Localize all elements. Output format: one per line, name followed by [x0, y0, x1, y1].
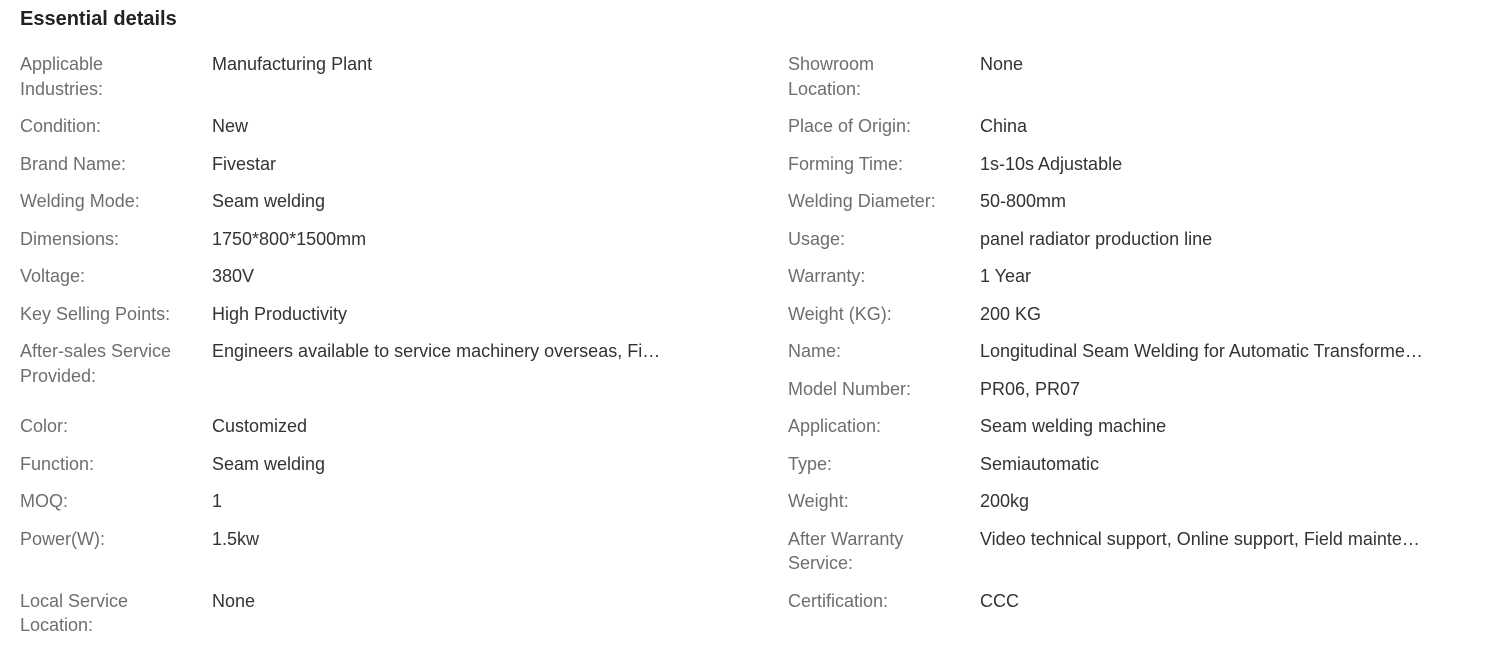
detail-label: Brand Name: — [20, 153, 127, 174]
detail-row-name — [788, 339, 1478, 377]
detail-value: Semiautomatic — [980, 453, 1100, 474]
detail-label: Certification: — [788, 590, 889, 611]
detail-row-application — [788, 414, 1478, 452]
detail-value: Seam welding machine — [980, 416, 1167, 436]
detail-value: PR06, PR07 — [980, 378, 1081, 399]
detail-value: 200kg — [980, 491, 1030, 511]
detail-row-color — [20, 414, 720, 452]
detail-row-moq — [20, 489, 720, 527]
detail-label: Dimensions: — [20, 228, 120, 249]
detail-label: Local Service Location: — [20, 590, 129, 635]
detail-row-dimensions — [20, 227, 720, 265]
detail-row-model-number — [788, 377, 1478, 415]
detail-label: Function: — [20, 453, 95, 474]
detail-row-place-of-origin — [788, 114, 1478, 152]
detail-label: After-sales Service Provided: — [20, 341, 172, 386]
detail-value: 1750*800*1500mm — [212, 228, 367, 249]
detail-row-certification — [788, 589, 1478, 638]
detail-value: Fivestar — [212, 153, 277, 174]
detail-value: Longitudinal Seam Welding for Automatic Transforme… — [980, 341, 1423, 361]
detail-label: Application: — [788, 416, 882, 436]
detail-label: Forming Time: — [788, 153, 904, 174]
detail-value: None — [212, 590, 256, 611]
detail-row-welding-mode — [20, 189, 720, 227]
detail-label: Place of Origin: — [788, 116, 912, 136]
detail-row-weight-kg — [788, 302, 1478, 340]
detail-row-forming-time — [788, 152, 1478, 190]
detail-label: MOQ: — [20, 491, 68, 511]
section-title: Essential details — [20, 8, 177, 30]
detail-value: 200 KG — [980, 303, 1042, 324]
detail-label: Type: — [788, 453, 833, 474]
detail-label: Condition: — [20, 116, 102, 136]
detail-label: Usage: — [788, 228, 846, 249]
detail-row-usage — [788, 227, 1478, 265]
detail-row-function — [20, 452, 720, 490]
detail-value: 1.5kw — [212, 528, 260, 549]
detail-row-voltage — [20, 264, 720, 302]
detail-value: China — [980, 116, 1028, 136]
detail-label: Applicable Industries: — [20, 54, 104, 99]
detail-value: Engineers available to service machinery overseas, Fi… — [212, 341, 661, 361]
detail-value: panel radiator production line — [980, 228, 1213, 249]
detail-label: Name: — [788, 341, 842, 361]
detail-label: Model Number: — [788, 378, 912, 399]
detail-row-welding-diameter — [788, 189, 1478, 227]
detail-row-applicable-industries — [20, 52, 720, 114]
detail-value: Customized — [212, 416, 308, 436]
detail-label: Color: — [20, 416, 69, 436]
detail-value: Manufacturing Plant — [212, 54, 373, 74]
detail-row-weight — [788, 489, 1478, 527]
detail-value: High Productivity — [212, 303, 348, 324]
detail-label: Warranty: — [788, 266, 866, 286]
detail-row-local-service-location — [20, 589, 720, 638]
detail-row-showroom-location — [788, 52, 1478, 114]
details-right-column — [788, 52, 1478, 638]
detail-label: Welding Diameter: — [788, 191, 936, 211]
detail-row-type — [788, 452, 1478, 490]
detail-label: Weight (KG): — [788, 303, 892, 324]
details-left-column — [20, 52, 720, 638]
detail-value: New — [212, 116, 249, 136]
detail-label: Showroom Location: — [788, 54, 875, 99]
detail-value: Seam welding — [212, 191, 326, 211]
detail-label: Weight: — [788, 491, 849, 511]
detail-value: CCC — [980, 590, 1019, 611]
detail-value: 1 — [212, 491, 223, 511]
detail-row-brand-name — [20, 152, 720, 190]
detail-value: 380V — [212, 266, 255, 286]
detail-row-warranty — [788, 264, 1478, 302]
detail-label: After Warranty Service: — [788, 528, 904, 573]
detail-row-power — [20, 527, 720, 589]
detail-row-condition — [20, 114, 720, 152]
detail-value: 1 Year — [980, 266, 1032, 286]
detail-value: 50-800mm — [980, 191, 1067, 211]
detail-value: Video technical support, Online support, Field mainte… — [980, 528, 1420, 549]
detail-row-after-warranty-service — [788, 527, 1478, 589]
detail-value: None — [980, 54, 1024, 74]
detail-row-after-sales-service — [20, 339, 720, 414]
detail-value: Seam welding — [212, 453, 326, 474]
detail-value: 1s-10s Adjustable — [980, 153, 1123, 174]
detail-label: Power(W): — [20, 528, 105, 549]
detail-label: Voltage: — [20, 266, 86, 286]
detail-label: Welding Mode: — [20, 191, 140, 211]
detail-label: Key Selling Points: — [20, 303, 171, 324]
detail-row-key-selling-points — [20, 302, 720, 340]
